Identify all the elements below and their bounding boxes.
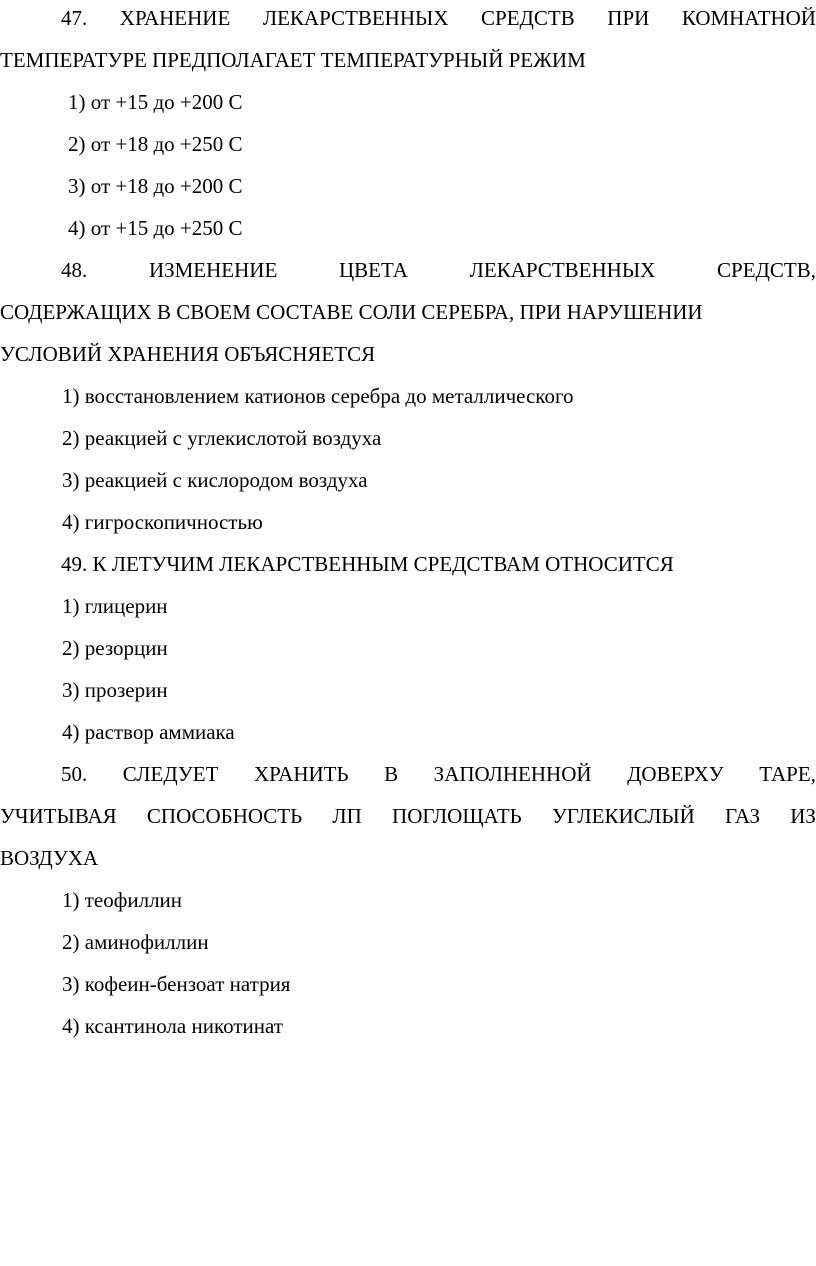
stem-word: ГАЗ <box>725 804 761 828</box>
stem-word: ПРИ <box>607 6 650 30</box>
question-49-option-4: 4) раствор аммиака <box>62 720 235 744</box>
stem-word: СРЕДСТВ <box>481 6 575 30</box>
question-48-stem-line-3: УСЛОВИЙ ХРАНЕНИЯ ОБЪЯСНЯЕТСЯ <box>0 342 376 366</box>
question-50-option-1: 1) теофиллин <box>62 888 183 912</box>
stem-word: ХРАНЕНИЕ <box>119 6 231 30</box>
question-48-option-3: 3) реакцией с кислородом воздуха <box>62 468 368 492</box>
question-49-stem-line-1: 49. К ЛЕТУЧИМ ЛЕКАРСТВЕННЫМ СРЕДСТВАМ ОТНОСИТСЯ <box>61 552 674 576</box>
stem-word: ХРАНИТЬ <box>254 762 349 786</box>
question-50-stem-line-3: ВОЗДУХА <box>0 846 99 870</box>
question-47-option-1: 1) от +15 до +200 С <box>68 90 243 114</box>
stem-word: ЛП <box>332 804 362 828</box>
stem-word: ЛЕКАРСТВЕННЫХ <box>469 258 656 282</box>
question-49-option-1: 1) глицерин <box>62 594 168 618</box>
question-49-option-2: 2) резорцин <box>62 636 168 660</box>
question-48-stem-line-1 <box>0 256 816 284</box>
question-50-stem-line-2 <box>0 802 816 830</box>
question-50-option-3: 3) кофеин-бензоат натрия <box>62 972 291 996</box>
question-47-option-4: 4) от +15 до +250 С <box>68 216 243 240</box>
stem-word: ПОГЛОЩАТЬ <box>392 804 522 828</box>
stem-word: УЧИТЫВАЯ <box>0 804 117 828</box>
stem-word: ТАРЕ, <box>759 762 816 786</box>
question-49-option-3: 3) прозерин <box>62 678 168 702</box>
stem-word: ЛЕКАРСТВЕННЫХ <box>262 6 449 30</box>
question-48-option-2: 2) реакцией с углекислотой воздуха <box>62 426 382 450</box>
question-50-option-2: 2) аминофиллин <box>62 930 209 954</box>
stem-word: СЛЕДУЕТ <box>122 762 219 786</box>
stem-word: ИЗМЕНЕНИЕ <box>148 258 278 282</box>
stem-word: ИЗ <box>790 804 816 828</box>
question-48-option-1: 1) восстановлением катионов серебра до металлического <box>62 384 574 408</box>
stem-word: СПОСОБНОСТЬ <box>146 804 303 828</box>
question-47-option-3: 3) от +18 до +200 С <box>68 174 243 198</box>
question-48-stem-line-2: СОДЕРЖАЩИХ В СВОЕМ СОСТАВЕ СОЛИ СЕРЕБРА, ПРИ НАРУШЕНИИ <box>0 300 703 324</box>
stem-word: ЗАПОЛНЕННОЙ <box>433 762 592 786</box>
question-48-option-4: 4) гигроскопичностью <box>62 510 263 534</box>
question-47-stem-line-2: ТЕМПЕРАТУРЕ ПРЕДПОЛАГАЕТ ТЕМПЕРАТУРНЫЙ РЕЖИМ <box>0 48 586 72</box>
question-50-stem-line-1 <box>0 760 816 788</box>
stem-word: ДОВЕРХУ <box>627 762 724 786</box>
question-47-option-2: 2) от +18 до +250 С <box>68 132 243 156</box>
stem-word: СРЕДСТВ, <box>717 258 816 282</box>
stem-word: КОМНАТНОЙ <box>681 6 816 30</box>
stem-word: В <box>384 762 399 786</box>
question-number: 50. <box>61 762 88 786</box>
question-number: 47. <box>61 6 88 30</box>
question-50-option-4: 4) ксантинола никотинат <box>62 1014 283 1038</box>
question-number: 48. <box>61 258 88 282</box>
question-47-stem-line-1 <box>0 4 816 32</box>
stem-word: УГЛЕКИСЛЫЙ <box>551 804 695 828</box>
stem-word: ЦВЕТА <box>339 258 408 282</box>
